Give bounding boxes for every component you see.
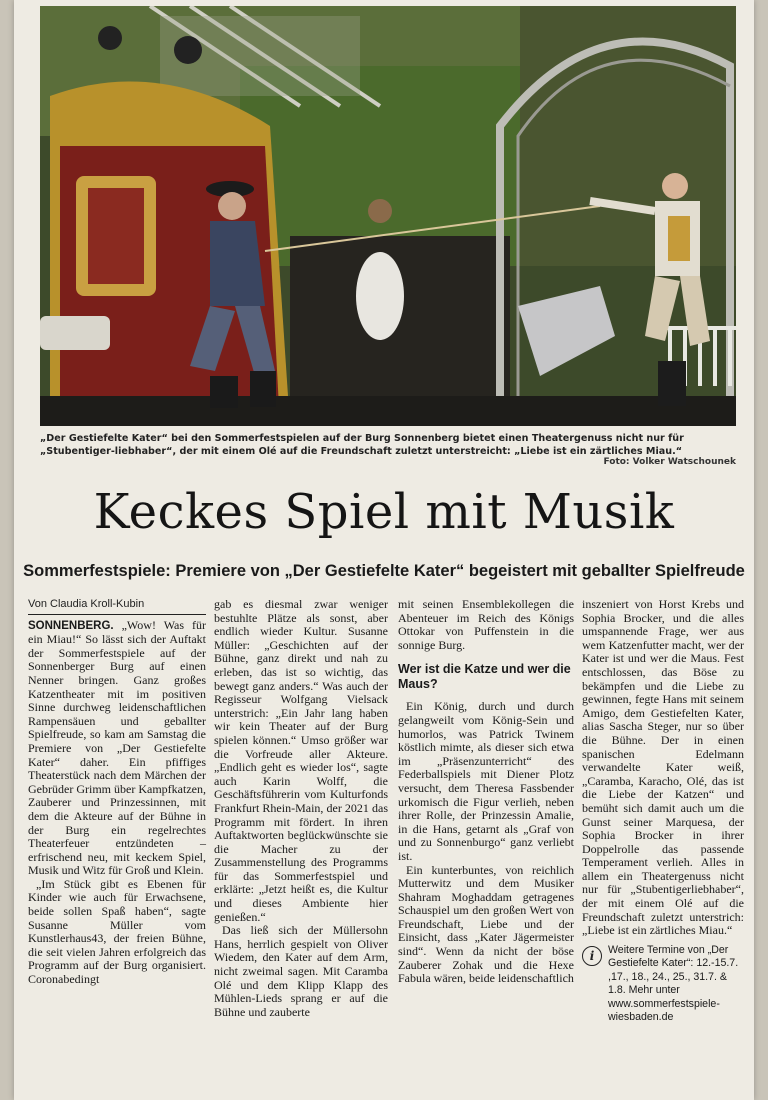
article-body [28,598,744,1098]
paragraph: gab es diesmal zwar weniger bestuhlte Plätze als sonst, aber endlich wieder Kultur. Susanne Müller: „Geschichten auf der Bühne, ganz direkt und nah zu erleben, das ist so wichtig, das bewegt ganz anders.“ Was auch der Regisseur Wolfgang Vielsack unterstrich: „Ein Jahr lang haben wir kein Theater auf der Burg spielen können.“ Umso größer war die Vorfreude aller Akteure. „Endlich geht es wieder los“, sagte auch Karin Wolff, die Geschäftsführerin vom Kulturfonds Frankfurt Rhein-Main, der 2021 das Programm mit fördert. In ihren Auftaktworten beglückwünschte sie die Macher zu der Zusammenstellung des Programms für das Sommerfestspiel und erklärte: „Jetzt heißt es, die Kultur und dieses Ambiente hier genießen.“ [214,597,388,924]
dateline: SONNENBERG. [28,619,114,632]
article-photo [40,6,736,426]
paragraph-text: „Wow! Was für ein Miau!“ So lässt sich der Auftakt der Sommerfestspiele auf der Sonnenberger Burg auf einen Nenner bringen. Ganz großes Katzentheater mit im positiven Sinne durchweg leidenschaftlichen Rampensäuen und geballter Spielfreude, so kam am Samstag die Premiere von „Der Gestiefelte Kater“ daher. Ein pfiffiges Theaterstück nach dem Märchen der Gebrüder Grimm über Kampfkatzen, Zauberer und Prinzessinnen, mit dem die Akteure auf der Bühne in der Burg ein regelrechtes Theaterfeuer entzündeten – erfrischend neu, mit keckem Spiel, Musik und Witz für Groß und Klein. [28,617,207,878]
caption-text: „Der Gestiefelte Kater“ bei den Sommerfestspielen auf der Burg Sonnenberg bietet einen Theatergenuss nicht nur für „Stubentiger-liebhaber“, der mit einem Olé auf die Freundschaft zuletzt unterstreicht: „Liebe ist ein zärtliches Miau.“ [40,433,684,457]
byline: Von Claudia Kroll-Kubin [28,598,206,615]
newspaper-page [14,0,754,1100]
paragraph: Ein König, durch und durch gelangweilt vom König-Sein und humorlos, was Patrick Twinem köstlich mimte, als dieser sich etwa im „Präsenzunterricht“ des Federballspiels mit Diener Plotz versucht, dem Theresa Fassbender urkomisch die Figur verlieh, neben ihrer Rolle, der Prinzessin Amalie, in die Hans, getarnt als „Graf von und zu Sonnenburgo“ ganz verliebt ist. [398,699,574,863]
paragraph: mit seinen Ensemblekollegen die Abenteuer im Reich des Königs Ottokar von Puffenstein in die sonnige Burg. [398,597,574,652]
column-3 [398,598,574,986]
stage-scene-illustration [40,6,736,426]
photo-caption [40,432,736,458]
column-2 [214,598,388,1019]
paragraph: Ein kunterbuntes, von reichlich Mutterwitz und dem Musiker Shahram Moghaddam getragenes Schauspiel um den großen Wert von Freundschaft, Liebe und der Einsicht, dass „Kater Jägermeister sind“. Wenn da nicht der böse Zauberer Zohak und die Hexe Fabula wären, beide leidenschaftlich [398,862,574,986]
paragraph: „Im Stück gibt es Ebenen für Kinder wie auch für Erwachsene, beide sollen Spaß haben“, sagte Susanne Müller vom Kunstlerhaus43, der freien Bühne, die seit vielen Jahren erfolgreich das Programm auf der Burg organisiert. Coronabedingt [28,876,206,987]
column-4 [582,598,744,1025]
info-icon: i [582,946,602,966]
paragraph: inszeniert von Horst Krebs und Sophia Brocker, und die alles umspannende Frage, wer aus wem Katzenfutter macht, wer der Kater ist und wer die Maus. Fest entschlossen, das Böse zu bekämpfen und die Liebe zu gewinnen, fegte Hans mit seinem Amigo, dem Gestiefelten Kater, alias Sascha Steger, nur so über die Bühne. Der in einen spanischen Edelmann verwandelte Kater weiß, „Caramba, Karacho, Olé, das ist die Liebe der Katzen“ und bemüht sich damit auch um die Gunst seiner Marquesa, der Sophia Brocker in ihrer Doppelrolle das passende Temperament verlieh. Alles in allem ein Theatergenuss nicht nur für „Stubentigerliebhaber“, der mit einem Olé auf die Freundschaft zuletzt unterstrich: „Liebe ist ein zärtliches Miau.“ [582,597,744,938]
paragraph: Das ließ sich der Müllersohn Hans, herrlich gespielt von Oliver Wiedem, den Kater auf dem Arm, nicht zweimal sagen. Mit Caramba Olé und dem Klipp Klapp des Mühlen-Lieds sprang er auf die Bühne und zauberte [214,923,388,1019]
info-box [582,944,744,1025]
paragraph [28,619,206,878]
column-1 [28,598,206,987]
info-text: Weitere Termine von „Der Gestiefelte Kater“: 12.-15.7. ,17., 18., 24., 25., 31.7. & 1.8. Mehr unter www.sommerfestspiele-wiesbaden.de [608,943,739,1024]
headline: Keckes Spiel mit Musik [93,484,675,540]
section-subheading: Wer ist die Katze und wer die Maus? [398,662,571,692]
photo-credit: Foto: Volker Watschounek [603,457,736,467]
subheadline: Sommerfestspiele: Premiere von „Der Gestiefelte Kater“ begeistert mit geballter Spielfreude [23,562,745,580]
